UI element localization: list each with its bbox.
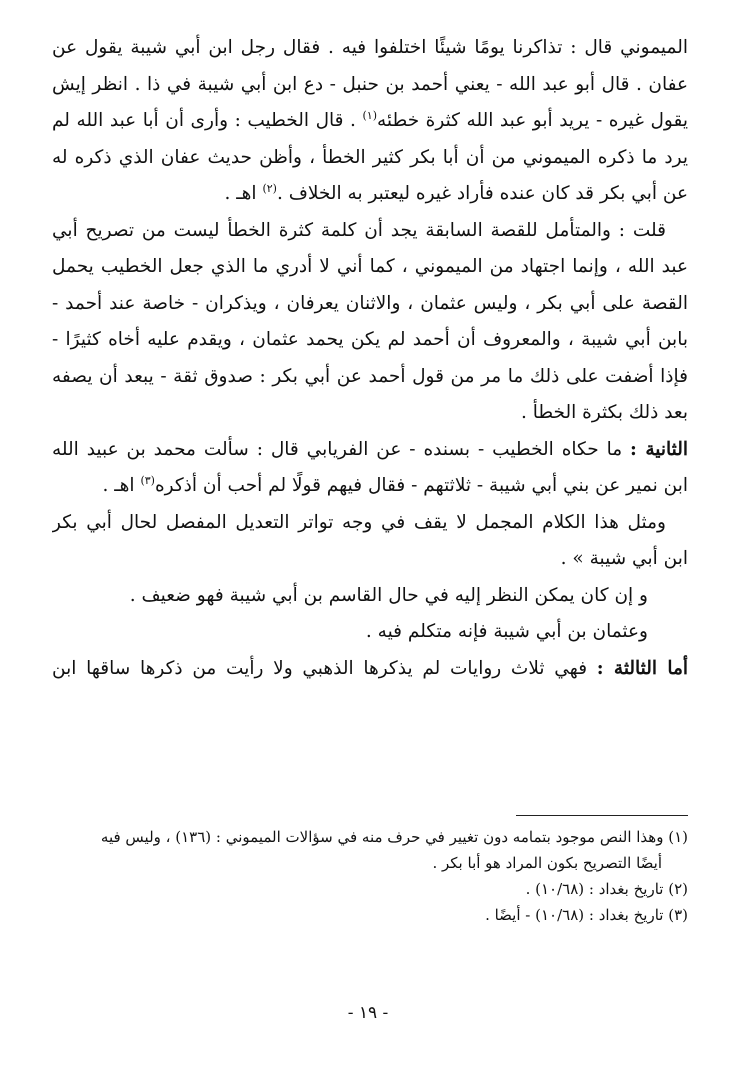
text-line-13-end: اهـ . bbox=[102, 475, 141, 496]
text-line-5-end: اهـ . bbox=[224, 183, 263, 204]
section-heading-third: أما الثالثة : bbox=[596, 657, 688, 679]
text-line-16: و إن كان يمكن النظر إليه في حال القاسم بن أبي شيبة فهو ضعيف . bbox=[129, 584, 648, 606]
text-line-8: القصة على أبي بكر ، وليس عثمان ، والاثنان يعرفان ، ويذكران - خاصة عند أحمد - bbox=[52, 292, 688, 314]
text-line-3-start: يقول غيره - يريد أبو عبد الله كثرة خطئه bbox=[377, 110, 688, 131]
footnotes bbox=[52, 824, 688, 928]
footnote-2: (٢) تاريخ بغداد : (١٠/٦٨) . bbox=[525, 880, 688, 898]
page-number: - ١٩ - bbox=[347, 1003, 389, 1023]
text-line-11: بعد ذلك بكثرة الخطأ . bbox=[520, 402, 688, 423]
footnote-1: (١) وهذا النص موجود بتمامه دون تغيير في حرف منه في سؤالات الميموني : (١٣٦) ، وليس فيه bbox=[100, 828, 688, 846]
text-line-1: الميموني قال : تذاكرنا يومًا شيئًا اختلفوا فيه . فقال رجل ابن أبي شيبة يقول عن bbox=[52, 37, 688, 58]
text-line-3-end: . قال الخطيب : وأرى أن أبا عبد الله لم bbox=[52, 110, 363, 131]
text-line-6: قلت : والمتأمل للقصة السابقة يجد أن كلمة كثرة الخطأ ليست من تصريح أبي bbox=[52, 219, 666, 241]
text-line-12-rest: ما حكاه الخطيب - بسنده - عن الفريابي قال : سألت محمد بن عبيد الله bbox=[52, 438, 623, 460]
text-line-2: عفان . قال أبو عبد الله - يعني أحمد بن حنبل - دع ابن أبي شيبة في ذا . انظر إيش bbox=[52, 73, 688, 95]
text-line-12 bbox=[52, 432, 688, 469]
section-heading-second: الثانية : bbox=[630, 438, 688, 460]
footnote-ref-3: (٣) bbox=[140, 473, 155, 487]
text-line-13-start: ابن نمير عن بني أبي شيبة - ثلاثتهم - فقال فيهم قولًا لم أحب أن أذكره bbox=[154, 475, 688, 496]
text-line-17: وعثمان بن أبي شيبة فإنه متكلم فيه . bbox=[365, 621, 648, 642]
text-line-5 bbox=[52, 176, 688, 213]
main-text bbox=[52, 30, 688, 687]
footnote-ref-1: (١) bbox=[362, 108, 378, 122]
text-line-7: عبد الله ، وإنما اجتهاد من الميموني ، كما أني لا أدري ما الذي جعل الخطيب يحمل bbox=[52, 256, 688, 277]
text-line-14: ومثل هذا الكلام المجمل لا يقف في وجه تواتر التعديل المفصل لحال أبي بكر bbox=[52, 511, 666, 533]
footnote-ref-2: (٢) bbox=[262, 181, 277, 195]
text-line-13 bbox=[52, 468, 688, 505]
text-line-9: بابن أبي شيبة ، والمعروف أن أحمد لم يكن يحمد عثمان ، ويقدم عليه أخاه كثيرًا - bbox=[52, 329, 688, 350]
text-line-10: فإذا أضفت على ذلك ما مر من قول أحمد عن أبي بكر : صدوق ثقة - يبعد أن يصفه bbox=[52, 365, 688, 387]
footnote-3: (٣) تاريخ بغداد : (١٠/٦٨) - أيضًا . bbox=[485, 906, 688, 924]
footnote-1-continued: أيضًا التصريح بكون المراد هو أبا بكر . bbox=[432, 854, 662, 872]
footnote-divider bbox=[516, 815, 688, 816]
text-line-5-start: عن أبي بكر قد كان عنده فأراد غيره ليعتبر به الخلاف . bbox=[276, 183, 688, 204]
text-line-4: يرد ما ذكره الميموني من أن أبا بكر كثير الخطأ ، وأظن حديث عفان الذي ذكره له bbox=[52, 146, 688, 168]
text-line-15: ابن أبي شيبة » . bbox=[560, 548, 688, 569]
text-line-18 bbox=[52, 651, 688, 688]
text-line-3 bbox=[52, 103, 688, 140]
text-line-18-rest: فهي ثلاث روايات لم يذكرها الذهبي ولا رأيت من ذكرها ساقها ابن bbox=[52, 657, 588, 679]
